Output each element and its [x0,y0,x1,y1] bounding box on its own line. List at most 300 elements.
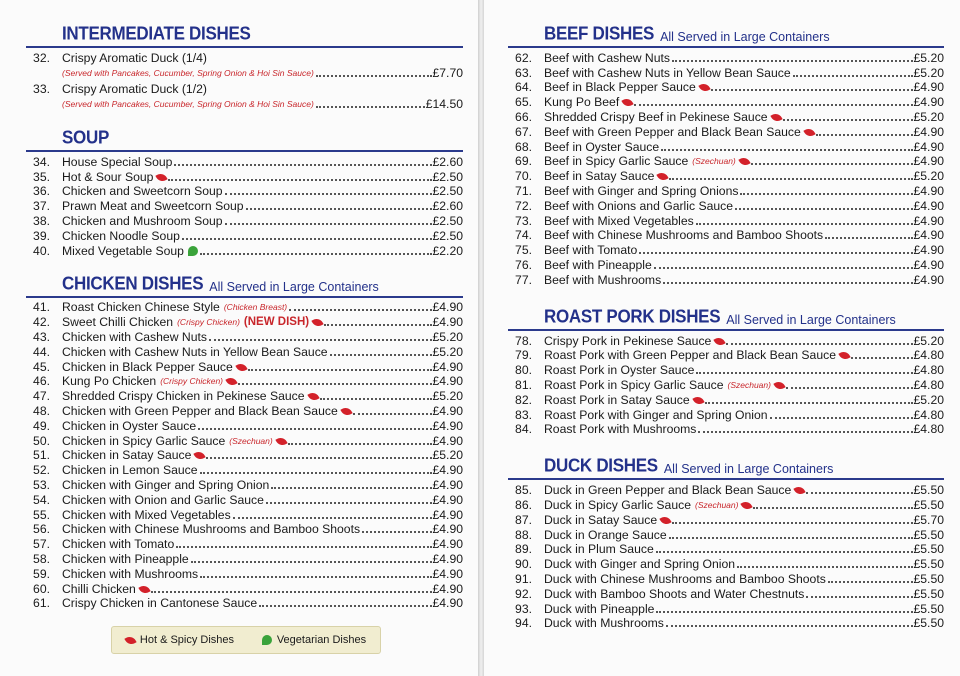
chili-pepper-icon [275,435,287,447]
section-gap [26,112,463,128]
item-number: 68. [515,139,532,154]
menu-item [26,213,463,228]
item-list [26,154,463,258]
item-number: 60. [33,581,50,596]
item-number: 37. [33,199,50,214]
item-name: Chicken with Mixed Vegetables [62,507,231,522]
chili-pepper-icon [194,450,206,462]
menu-item [508,80,944,95]
new-dish-badge: (NEW DISH) [243,316,310,329]
menu-item [508,527,944,542]
item-list [508,50,944,287]
item-name: Beef with Green Pepper and Black Bean Sauce [544,124,801,139]
item-price: £4.80 [913,377,944,392]
item-name: Roast Pork in Spicy Garlic Sauce [544,377,724,392]
menu-item-note-line [26,96,463,111]
item-number: 94. [515,616,532,631]
item-number: 34. [33,154,50,169]
item-price: £5.20 [913,65,944,80]
item-number: 39. [33,228,50,243]
item-price: £4.80 [913,407,944,422]
menu-item [26,536,463,551]
item-name: Chicken with Onion and Garlic Sauce [62,492,264,507]
menu-item [26,228,463,243]
menu-column-right [508,24,944,630]
dot-leader [634,104,912,106]
chili-pepper-icon [659,514,671,526]
dot-leader [271,487,431,489]
item-price: £4.90 [432,537,463,552]
section-gap [26,258,463,274]
item-name: Chicken with Cashew Nuts in Yellow Bean Sauce [62,344,328,359]
dot-leader [324,324,431,326]
dot-leader [851,357,913,359]
item-name: Chicken with Tomato [62,537,175,552]
dot-leader [806,492,912,494]
menu-item [26,300,463,315]
chili-pepper-icon [156,171,168,183]
item-number: 54. [33,492,50,507]
item-number: 72. [515,198,532,213]
chili-pepper-icon [714,335,726,347]
item-number: 63. [515,65,532,80]
chili-pepper-icon [838,350,850,362]
item-name: Duck in Green Pepper and Black Bean Sauce [544,483,792,498]
item-price: £4.90 [432,581,463,596]
item-name: Beef with Ginger and Spring Onions [544,183,739,198]
item-number: 87. [515,512,532,527]
item-tag: (Szechuan) [694,499,739,510]
item-price: £4.90 [913,80,944,95]
dot-leader [672,522,912,524]
item-number: 91. [515,571,532,586]
menu-item [508,272,944,287]
menu-item [508,377,944,392]
item-price: £5.50 [913,601,944,616]
item-price: £4.90 [913,124,944,139]
item-number: 43. [33,329,50,344]
dot-leader [182,238,432,240]
menu-item [508,586,944,601]
item-number: 88. [515,527,532,542]
item-name: Duck with Mushrooms [544,616,664,631]
dot-leader [176,546,431,548]
item-name: Beef with Pineapple [544,257,652,272]
section-header [508,307,944,331]
menu-item [508,94,944,109]
item-number: 36. [33,184,50,199]
item-name: Chicken and Mushroom Soup [62,213,223,228]
item-price: £5.20 [913,169,944,184]
item-price: £5.20 [432,448,463,463]
item-number: 45. [33,359,50,374]
dot-leader [793,75,913,77]
item-number: 55. [33,507,50,522]
item-name: Chicken and Sweetcorn Soup [62,184,223,199]
item-price: £5.50 [913,483,944,498]
item-price: £5.50 [913,557,944,572]
item-number: 78. [515,333,532,348]
menu-item [508,556,944,571]
item-number: 86. [515,497,532,512]
dot-leader [705,402,913,404]
chili-pepper-icon [803,126,815,138]
item-number: 81. [515,377,532,392]
dot-leader [783,119,913,121]
item-number: 76. [515,257,532,272]
item-name: Chicken with Ginger and Spring Onion [62,477,270,492]
item-price: £4.90 [913,257,944,272]
item-price: £4.90 [432,374,463,389]
menu-item [26,566,463,581]
menu-item [508,482,944,497]
item-number: 38. [33,213,50,228]
item-name: Chicken Noodle Soup [62,228,180,243]
dot-leader [825,237,912,239]
item-number: 93. [515,601,532,616]
item-number: 44. [33,344,50,359]
item-price: £5.50 [913,542,944,557]
item-price: £2.50 [432,169,463,184]
item-tag: (Crispy Chicken) [160,376,224,387]
item-number: 35. [33,169,50,184]
item-tag: (Szechuan) [692,156,736,167]
dot-leader [198,428,431,430]
item-name: Roast Pork with Ginger and Spring Onion [544,407,768,422]
item-price: £2.20 [432,243,463,258]
section-header [26,24,463,48]
item-number: 75. [515,243,532,258]
chili-pepper-icon [622,97,634,109]
dot-leader [200,472,432,474]
menu-item [26,184,463,199]
item-price: £4.90 [432,596,463,611]
item-name: Chicken in Lemon Sauce [62,463,198,478]
item-tag: (Szechuan) [229,435,273,446]
menu-page-left [0,0,478,676]
item-tag: (Szechuan) [727,379,771,390]
dot-leader [661,149,912,151]
item-name: Chicken with Green Pepper and Black Bean Sauce [62,403,338,418]
menu-item [26,388,463,403]
item-price: £4.90 [432,359,463,374]
menu-item [508,139,944,154]
item-number: 61. [33,596,50,611]
item-price: £4.80 [913,422,944,437]
item-name: Kung Po Beef [544,95,620,110]
item-number: 62. [515,50,532,65]
menu-item [26,522,463,537]
item-price: £2.50 [432,184,463,199]
section-subtitle: All Served in Large Containers [663,462,834,477]
item-name: Beef in Satay Sauce [544,169,655,184]
item-name: Crispy Aromatic Duck (1/2) [62,82,207,96]
dot-leader [726,343,912,345]
item-price: £14.50 [425,97,463,111]
menu-item [508,154,944,169]
dot-leader [209,339,432,341]
menu-item [26,551,463,566]
item-number: 51. [33,448,50,463]
chili-pepper-icon [138,583,150,595]
dot-leader [806,596,912,598]
legend-veg [262,634,366,646]
item-price: £4.90 [432,492,463,507]
item-price: £4.90 [432,566,463,581]
item-name: Beef with Mushrooms [544,272,662,287]
item-number: 69. [515,154,532,169]
dot-leader [225,223,432,225]
menu-item [26,462,463,477]
dot-leader [735,208,912,210]
menu-item [508,183,944,198]
dot-leader [666,625,913,627]
menu-item [26,314,463,329]
item-number: 83. [515,407,532,422]
dot-leader [320,398,432,400]
item-number: 33. [33,82,50,96]
item-name: Beef in Spicy Garlic Sauce [544,154,689,169]
menu-item [508,65,944,80]
item-name: Shredded Crispy Chicken in Pekinese Sauce [62,389,305,404]
legend-hot-label: Hot & Spicy Dishes [139,634,235,646]
item-number: 59. [33,566,50,581]
item-number: 48. [33,403,50,418]
item-number: 50. [33,433,50,448]
item-name: Duck in Orange Sauce [544,527,667,542]
legend-box [111,626,381,654]
dot-leader [259,605,431,607]
dot-leader [737,566,912,568]
menu-item [26,344,463,359]
item-price: £4.90 [432,522,463,537]
menu-item [508,571,944,586]
item-name: Beef with Chinese Mushrooms and Bamboo Shoots [544,228,824,243]
item-list [26,50,463,112]
menu-item-line [26,50,463,65]
menu-item [26,329,463,344]
item-price: £5.50 [913,586,944,601]
chili-pepper-icon [794,484,806,496]
dot-leader [786,387,913,389]
item-price: £5.20 [913,333,944,348]
item-price: £5.20 [432,389,463,404]
section-title: BEEF DISHES [544,23,655,44]
menu-item [508,124,944,139]
item-name: Duck in Spicy Garlic Sauce [544,497,691,512]
dot-leader [316,75,432,77]
item-name: Roast Chicken Chinese Style [62,300,220,315]
green-pepper-icon [262,635,272,645]
menu-item [508,542,944,557]
menu-item [26,81,463,112]
dot-leader [362,531,431,533]
item-number: 82. [515,392,532,407]
item-price: £5.50 [913,527,944,542]
section-title: ROAST PORK DISHES [544,305,721,327]
chili-pepper-icon [124,634,136,646]
item-name: Hot & Sour Soup [62,169,154,184]
item-price: £5.50 [913,497,944,512]
item-name: Mixed Vegetable Soup [62,243,184,258]
item-price: £4.90 [432,551,463,566]
item-price: £4.90 [913,154,944,169]
item-name: Chicken with Mushrooms [62,566,199,581]
dot-leader [238,383,431,385]
item-number: 79. [515,348,532,363]
item-name: Roast Pork in Satay Sauce [544,392,690,407]
item-name: Beef with Mixed Vegetables [544,213,694,228]
item-name: Roast Pork with Green Pepper and Black Bean Sauce [544,348,836,363]
item-list [26,300,463,611]
menu-item [26,169,463,184]
item-note: (Served with Pancakes, Cucumber, Spring Onion & Hoi Sin Sauce) [62,68,314,78]
item-number: 58. [33,551,50,566]
item-name: Beef in Oyster Sauce [544,139,660,154]
menu-item [508,601,944,616]
item-list [508,482,944,630]
item-name: Shredded Crispy Beef in Pekinese Sauce [544,109,768,124]
item-number: 57. [33,537,50,552]
item-price: £7.70 [432,66,463,80]
section-header [26,274,463,298]
dot-leader [753,507,912,509]
dot-leader [696,223,913,225]
menu-item [508,257,944,272]
item-name: Chilli Chicken [62,581,136,596]
item-name: Duck with Pineapple [544,601,655,616]
dot-leader [200,253,432,255]
item-name: Chicken with Chinese Mushrooms and Bamboo Shoots [62,522,361,537]
chili-pepper-icon [773,379,785,391]
section-header [26,128,463,152]
item-name: Duck with Bamboo Shoots and Water Chestnuts [544,586,805,601]
section-subtitle: All Served in Large Containers [660,30,830,44]
item-name: Beef with Cashew Nuts in Yellow Bean Sauce [544,65,791,80]
menu-item [26,448,463,463]
chili-pepper-icon [741,499,753,511]
item-price: £4.90 [913,272,944,287]
item-price: £4.90 [432,403,463,418]
dot-leader [174,164,431,166]
item-number: 42. [33,315,50,330]
chili-pepper-icon [692,394,704,406]
item-note: (Served with Pancakes, Cucumber, Spring Onion & Hoi Sin Sauce) [62,99,314,109]
section-subtitle: All Served in Large Containers [726,312,896,327]
item-number: 71. [515,183,532,198]
menu-item [508,168,944,183]
dot-leader [654,267,913,269]
dot-leader [639,252,912,254]
item-number: 49. [33,418,50,433]
menu-column-left [26,24,463,610]
dot-leader [200,576,431,578]
item-number: 80. [515,363,532,378]
item-number: 70. [515,169,532,184]
item-price: £4.90 [913,198,944,213]
dot-leader [151,591,432,593]
dot-leader [233,517,432,519]
item-number: 41. [33,300,50,315]
item-price: £4.90 [432,477,463,492]
item-price: £4.90 [432,300,463,315]
dot-leader [770,417,913,419]
dot-leader [711,89,913,91]
item-name: Chicken in Black Pepper Sauce [62,359,233,374]
dot-leader [330,354,432,356]
section-title: CHICKEN DISHES [62,272,204,294]
item-number: 89. [515,542,532,557]
item-price: £4.90 [913,213,944,228]
item-number: 77. [515,272,532,287]
item-name: Sweet Chilli Chicken [62,315,174,330]
item-name: Crispy Chicken in Cantonese Sauce [62,596,258,611]
menu-item [508,228,944,243]
item-name: Kung Po Chicken [62,374,157,389]
item-price: £4.90 [432,507,463,522]
item-price: £2.50 [432,228,463,243]
item-number: 65. [515,95,532,110]
item-price: £4.90 [913,228,944,243]
chili-pepper-icon [235,361,247,373]
dot-leader [669,178,912,180]
item-number: 53. [33,477,50,492]
menu-item [508,348,944,363]
item-number: 84. [515,422,532,437]
item-number: 52. [33,463,50,478]
dot-leader [266,502,432,504]
item-price: £5.20 [913,392,944,407]
menu-item [26,596,463,611]
item-price: £2.50 [432,213,463,228]
menu-item [508,512,944,527]
item-tag: (Crispy Chicken) [177,317,240,328]
item-price: £5.20 [432,344,463,359]
item-number: 40. [33,243,50,258]
menu-item [508,213,944,228]
item-name: Chicken in Oyster Sauce [62,418,197,433]
item-price: £2.60 [432,199,463,214]
menu-item [508,50,944,65]
menu-item [26,477,463,492]
item-list [508,333,944,437]
item-price: £4.80 [913,363,944,378]
item-name: Chicken in Spicy Garlic Sauce [62,433,226,448]
item-number: 46. [33,374,50,389]
item-name: Chicken in Satay Sauce [62,448,192,463]
item-name: Crispy Aromatic Duck (1/4) [62,51,207,65]
menu-item [26,154,463,169]
item-name: Duck with Ginger and Spring Onion [544,557,736,572]
item-name: Beef with Onions and Garlic Sauce [544,198,734,213]
dot-leader [663,282,912,284]
item-name: Crispy Pork in Pekinese Sauce [544,333,712,348]
item-price: £5.20 [913,109,944,124]
item-name: Duck with Chinese Mushrooms and Bamboo Shoots [544,571,826,586]
item-number: 32. [33,51,50,65]
chili-pepper-icon [340,405,352,417]
dot-leader [656,611,912,613]
item-name: Roast Pork with Mushrooms [544,422,697,437]
section-subtitle: All Served in Large Containers [209,279,379,294]
item-number: 90. [515,557,532,572]
green-pepper-icon [188,246,198,256]
section-title: DUCK DISHES [544,455,658,477]
dot-leader [751,163,913,165]
chili-pepper-icon [770,111,782,123]
section-title: INTERMEDIATE DISHES [62,23,251,44]
menu-item [26,403,463,418]
